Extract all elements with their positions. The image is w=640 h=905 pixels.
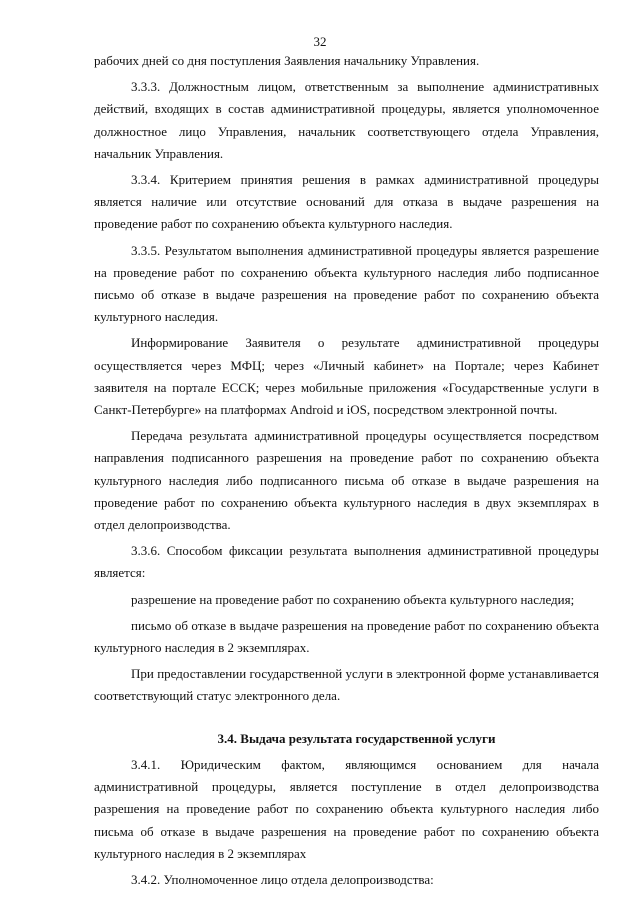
document-body	[94, 50, 599, 895]
list-item-permit: разрешение на проведение работ по сохранению объекта культурного наследия;	[131, 591, 575, 607]
paragraph-3-3-5: 3.3.5. Результатом выполнения административной процедуры является разрешение на проведение работ по сохранению объекта культурного наследия либо подписанное письмо об отказе в выдаче разрешения на проведение работ по сохранению объекта культурного наследия.	[94, 242, 599, 325]
paragraph-3-4-1: 3.4.1. Юридическим фактом, являющимся основанием для начала административной процедуры, является поступление в отдел делопроизводства разрешения на проведение работ по сохранению объекта культурного наследия либо письма об отказе в выдаче разрешения на проведение работ по сохранению объекта культурного наследия в 2 экземплярах	[94, 756, 599, 861]
paragraph-3-4-2: 3.4.2. Уполномоченное лицо отдела делопроизводства:	[131, 871, 434, 887]
paragraph-3-3-3: 3.3.3. Должностным лицом, ответственным за выполнение административных действий, входящих в состав административной процедуры, является уполномоченное должностное лицо Управления, начальник соответствующего отдела Управления, начальник Управления.	[94, 79, 599, 161]
paragraph-continuation: рабочих дней со дня поступления Заявления начальнику Управления.	[94, 53, 480, 68]
paragraph-transfer: Передача результата административной процедуры осуществляется посредством направления подписанного разрешения на проведение работ по сохранению объекта культурного наследия либо подписанного письма об отказе в выдаче разрешения на проведение работ по сохранению объекта культурного наследия в двух экземплярах в отдел делопроизводства.	[94, 428, 599, 533]
section-heading: 3.4. Выдача результата государственной услуги	[217, 730, 496, 746]
list-item-refusal-letter: письмо об отказе в выдаче разрешения на проведение работ по сохранению объекта культурного наследия в 2 экземплярах.	[94, 617, 599, 656]
paragraph-electronic-status: При предоставлении государственной услуги в электронной форме устанавливается соответствующий статус электронного дела.	[94, 666, 599, 704]
paragraph-3-3-6: 3.3.6. Способом фиксации результата выполнения административной процедуры является:	[94, 543, 599, 581]
paragraph-informing: Информирование Заявителя о результате административной процедуры осуществляется через МФЦ; через «Личный кабинет» на Портале; через Кабинет заявителя на портале ЕССК; через мобильные приложения «Государственные услуги в Санкт-Петербурге» на платформах Android и iOS, посредством электронной почты.	[94, 335, 599, 418]
page-number: 32	[313, 34, 327, 49]
paragraph-3-3-4: 3.3.4. Критерием принятия решения в рамках административной процедуры является наличие или отсутствие оснований для отказа в выдаче разрешения на проведение работ по сохранению объекта культурного наследия.	[94, 172, 599, 232]
